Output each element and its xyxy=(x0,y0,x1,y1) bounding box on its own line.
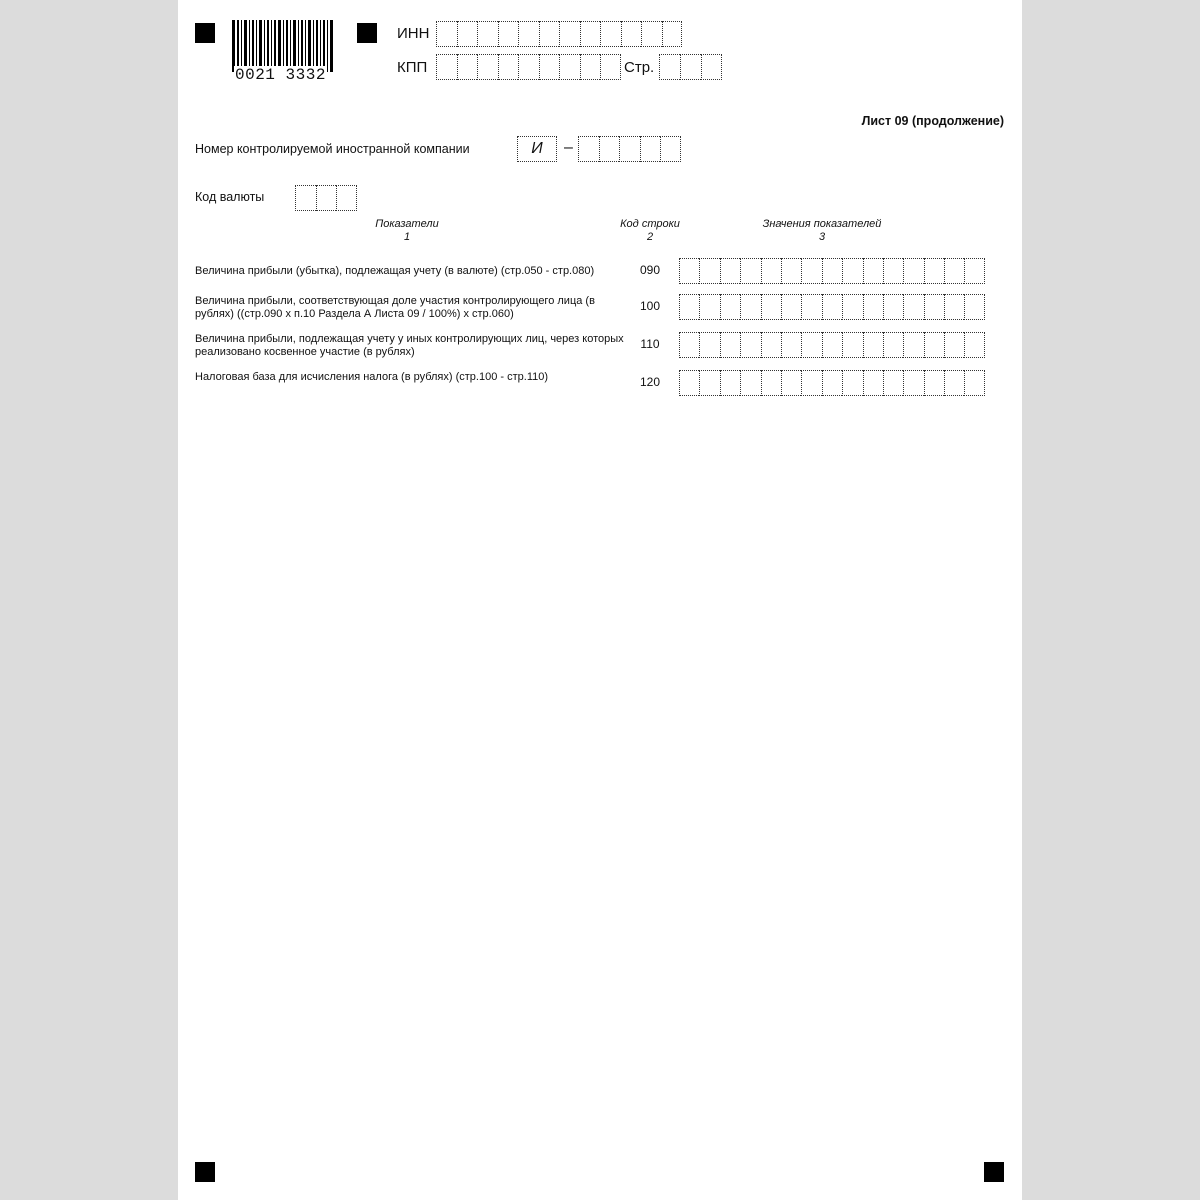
row-value-field-110[interactable] xyxy=(679,332,985,358)
input-cell[interactable] xyxy=(659,54,680,80)
input-cell[interactable] xyxy=(621,21,642,47)
input-cell[interactable] xyxy=(457,54,478,80)
input-cell[interactable] xyxy=(863,332,883,358)
company-number-label: Номер контролируемой иностранной компании xyxy=(195,142,470,156)
page-number-field[interactable] xyxy=(659,54,722,80)
input-cell[interactable] xyxy=(924,294,944,320)
input-cell[interactable] xyxy=(863,294,883,320)
input-cell[interactable] xyxy=(944,370,964,396)
input-cell[interactable] xyxy=(701,54,722,80)
input-cell[interactable] xyxy=(559,54,580,80)
registration-marker-top-right xyxy=(357,23,377,43)
input-cell[interactable] xyxy=(801,258,821,284)
input-cell[interactable] xyxy=(781,258,801,284)
input-cell[interactable] xyxy=(498,54,519,80)
company-number-prefix-field xyxy=(517,136,557,162)
input-cell[interactable] xyxy=(761,258,781,284)
input-cell[interactable] xyxy=(498,21,519,47)
input-cell[interactable] xyxy=(720,370,740,396)
row-label-110: Величина прибыли, подлежащая учету у иных контролирующих лиц, через которых реализовано косвенное участие (в рублях) xyxy=(195,333,624,358)
company-number-field[interactable] xyxy=(578,136,681,162)
row-code-110: 110 xyxy=(640,337,660,351)
input-cell[interactable] xyxy=(883,332,903,358)
currency-code-field[interactable] xyxy=(295,185,357,211)
input-cell[interactable] xyxy=(679,294,699,320)
input-cell[interactable] xyxy=(903,370,923,396)
input-cell[interactable] xyxy=(781,332,801,358)
input-cell[interactable] xyxy=(740,258,760,284)
input-cell[interactable] xyxy=(720,294,740,320)
input-cell[interactable] xyxy=(822,370,842,396)
row-code-100: 100 xyxy=(639,299,661,313)
input-cell[interactable] xyxy=(600,54,621,80)
page-number-label: Стр. xyxy=(624,59,655,76)
input-cell[interactable] xyxy=(924,332,944,358)
registration-marker-bottom-left xyxy=(195,1162,215,1182)
input-cell[interactable] xyxy=(842,294,862,320)
input-cell[interactable] xyxy=(842,370,862,396)
column-header-title: Код строки xyxy=(620,218,680,230)
input-cell[interactable] xyxy=(964,294,984,320)
input-cell[interactable] xyxy=(660,136,681,162)
input-cell[interactable] xyxy=(436,21,457,47)
input-cell[interactable] xyxy=(518,54,539,80)
form-page xyxy=(178,0,1022,1200)
input-cell[interactable] xyxy=(740,332,760,358)
column-header-values xyxy=(742,218,902,244)
input-cell[interactable] xyxy=(944,258,964,284)
row-label-120: Налоговая база для исчисления налога (в рублях) (стр.100 - стр.110) xyxy=(195,371,549,383)
row-label-090: Величина прибыли (убытка), подлежащая учету (в валюте) (стр.050 - стр.080) xyxy=(195,265,595,277)
input-cell[interactable] xyxy=(679,370,699,396)
company-number-dash: – xyxy=(564,139,573,156)
input-cell[interactable] xyxy=(699,294,719,320)
input-cell[interactable] xyxy=(699,332,719,358)
input-cell[interactable] xyxy=(580,21,601,47)
input-cell[interactable] xyxy=(578,136,599,162)
input-cell[interactable] xyxy=(662,21,683,47)
input-cell[interactable] xyxy=(924,258,944,284)
input-cell[interactable] xyxy=(903,294,923,320)
input-cell[interactable] xyxy=(944,294,964,320)
input-cell[interactable] xyxy=(559,21,580,47)
input-cell[interactable] xyxy=(883,258,903,284)
input-cell[interactable] xyxy=(761,294,781,320)
input-cell[interactable] xyxy=(761,370,781,396)
inn-field[interactable] xyxy=(436,21,682,47)
input-cell[interactable] xyxy=(883,294,903,320)
currency-code-label: Код валюты xyxy=(195,190,265,204)
input-cell[interactable] xyxy=(924,370,944,396)
input-cell[interactable] xyxy=(539,54,560,80)
input-cell[interactable] xyxy=(964,332,984,358)
column-header-number: 2 xyxy=(646,231,654,243)
input-cell[interactable] xyxy=(964,370,984,396)
row-value-field-120[interactable] xyxy=(679,370,985,396)
kpp-field[interactable] xyxy=(436,54,621,80)
input-cell[interactable] xyxy=(903,258,923,284)
input-cell[interactable] xyxy=(781,370,801,396)
input-cell[interactable] xyxy=(699,258,719,284)
column-header-title: Показатели xyxy=(375,218,439,230)
registration-marker-top-left xyxy=(195,23,215,43)
input-cell[interactable] xyxy=(720,258,740,284)
input-cell[interactable] xyxy=(539,21,560,47)
input-cell[interactable] xyxy=(518,21,539,47)
input-cell[interactable] xyxy=(316,185,337,211)
input-cell[interactable] xyxy=(883,370,903,396)
company-number-prefix: И xyxy=(517,136,557,162)
column-header-indicators xyxy=(347,218,467,244)
input-cell[interactable] xyxy=(619,136,640,162)
input-cell[interactable] xyxy=(680,54,701,80)
input-cell[interactable] xyxy=(740,370,760,396)
input-cell[interactable] xyxy=(336,185,357,211)
column-header-line-code xyxy=(605,218,695,244)
input-cell[interactable] xyxy=(477,21,498,47)
input-cell[interactable] xyxy=(580,54,601,80)
input-cell[interactable] xyxy=(295,185,316,211)
column-header-number: 1 xyxy=(403,231,411,243)
input-cell[interactable] xyxy=(822,332,842,358)
barcode-number: 0021 3332 xyxy=(235,66,326,84)
registration-marker-bottom-right xyxy=(984,1162,1004,1182)
row-value-field-090[interactable] xyxy=(679,258,985,284)
input-cell[interactable] xyxy=(679,258,699,284)
input-cell[interactable] xyxy=(842,258,862,284)
input-cell[interactable] xyxy=(801,294,821,320)
row-code-090: 090 xyxy=(639,263,661,277)
input-cell[interactable] xyxy=(457,21,478,47)
input-cell[interactable] xyxy=(842,332,862,358)
input-cell[interactable] xyxy=(599,136,620,162)
input-cell[interactable] xyxy=(699,370,719,396)
column-header-number: 3 xyxy=(818,231,826,243)
input-cell[interactable] xyxy=(801,370,821,396)
row-label-100: Величина прибыли, соответствующая доле участия контролирующего лица (в рублях) ((стр.090 х п.10 Раздела А Листа 09 / 100%) х стр.060) xyxy=(195,295,595,320)
input-cell[interactable] xyxy=(863,258,883,284)
input-cell[interactable] xyxy=(641,21,662,47)
input-cell[interactable] xyxy=(944,332,964,358)
input-cell[interactable] xyxy=(740,294,760,320)
input-cell[interactable] xyxy=(761,332,781,358)
input-cell[interactable] xyxy=(822,294,842,320)
row-code-120: 120 xyxy=(639,375,661,389)
input-cell[interactable] xyxy=(679,332,699,358)
input-cell[interactable] xyxy=(600,21,621,47)
input-cell[interactable] xyxy=(903,332,923,358)
column-header-title: Значения показателей xyxy=(762,218,882,230)
barcode xyxy=(232,20,336,72)
input-cell[interactable] xyxy=(863,370,883,396)
input-cell[interactable] xyxy=(477,54,498,80)
input-cell[interactable] xyxy=(436,54,457,80)
input-cell[interactable] xyxy=(801,332,821,358)
kpp-label: КПП xyxy=(397,59,428,76)
input-cell[interactable] xyxy=(640,136,661,162)
sheet-title: Лист 09 (продолжение) xyxy=(861,114,1004,128)
row-value-field-100[interactable] xyxy=(679,294,985,320)
inn-label: ИНН xyxy=(397,25,430,42)
input-cell[interactable] xyxy=(781,294,801,320)
input-cell[interactable] xyxy=(964,258,984,284)
input-cell[interactable] xyxy=(720,332,740,358)
input-cell[interactable] xyxy=(822,258,842,284)
